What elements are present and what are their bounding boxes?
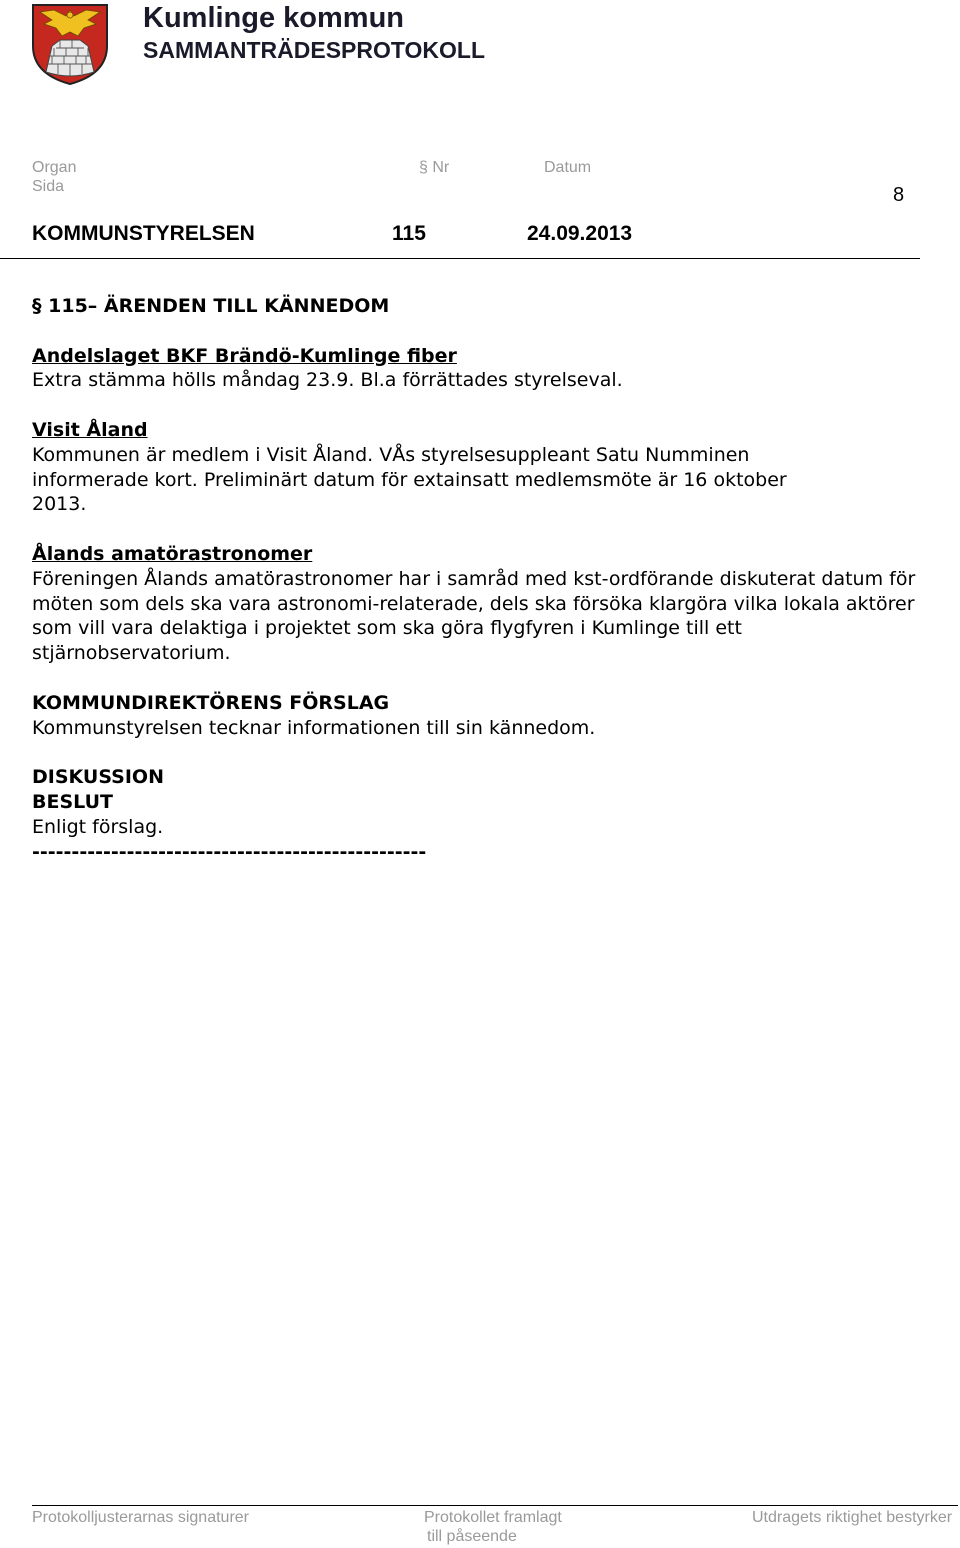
organ-label: Organ (32, 159, 77, 176)
header-divider (0, 258, 920, 259)
separator-dashes: -------------------------------------------------- (32, 840, 427, 863)
item-text-fiber: Extra stämma hölls måndag 23.9. Bl.a förrättades styrelseval. (32, 369, 623, 392)
datum-value: 24.09.2013 (527, 222, 633, 245)
municipality-name: Kumlinge kommun (143, 2, 405, 34)
document-body (32, 294, 922, 864)
proposal-heading: KOMMUNDIREKTÖRENS FÖRSLAG (32, 691, 390, 714)
section-sign-nr-label: § Nr (419, 159, 450, 176)
footer-presented-line2: till påseende (427, 1528, 517, 1545)
discussion-heading: DISKUSSION (32, 766, 164, 789)
datum-label: Datum (544, 159, 592, 176)
nr-label: Nr (432, 159, 450, 176)
item-text-visit-aland: Kommunen är medlem i Visit Åland. VÅs styrelsesuppleant Satu Numminen informerade kort. Preliminärt datum för extainsatt medlemsmöte är 16 oktober 2013. (32, 443, 787, 516)
decision-heading: BESLUT (32, 790, 113, 813)
item-heading-astronomers: Ålands amatörastronomer (32, 542, 313, 565)
item-heading-fiber: Andelslaget BKF Brändö-Kumlinge fiber (32, 344, 457, 367)
section-sign-icon: § (32, 295, 42, 317)
document-type: SAMMANTRÄDESPROTOKOLL (143, 37, 486, 63)
coat-of-arms-icon (30, 2, 110, 86)
proposal-text: Kommunstyrelsen tecknar informationen till sin kännedom. (32, 716, 596, 739)
decision-text: Enligt förslag. (32, 815, 164, 838)
footer-presented-line1: Protokollet framlagt (424, 1509, 562, 1526)
section-title-text: 115– ÄRENDEN TILL KÄNNEDOM (48, 295, 390, 317)
footer-certified: Utdragets riktighet bestyrker (752, 1509, 953, 1526)
sida-label: Sida (32, 178, 65, 195)
organ-value: KOMMUNSTYRELSEN (32, 222, 255, 245)
section-title (32, 294, 922, 319)
footer-signatures: Protokolljusterarnas signaturer (32, 1509, 249, 1526)
footer-divider (32, 1505, 958, 1506)
item-text-astronomers: Föreningen Ålands amatörastronomer har i samråd med kst-ordförande diskuterat datum för möten som dels ska vara astronomi-relaterade, dels ska försöka klargöra vilka lokala aktörer som vill vara delaktiga i projektet som ska göra flygfyren i Kumlinge till ett stjärnobservatorium. (32, 567, 916, 665)
nr-value: 115 (392, 222, 426, 245)
item-heading-visit-aland: Visit Åland (32, 418, 148, 441)
page-number: 8 (893, 184, 905, 206)
